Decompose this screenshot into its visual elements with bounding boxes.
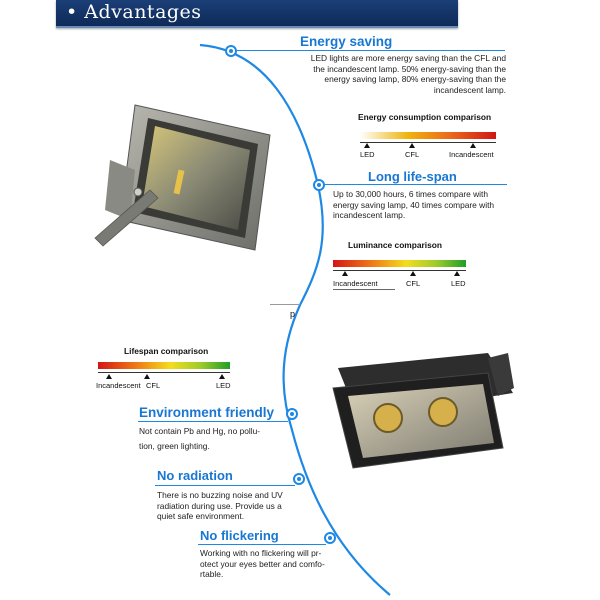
stray-rule bbox=[270, 304, 300, 305]
lifespan-comparison-title: Lifespan comparison bbox=[124, 346, 209, 356]
energy-saving-title: Energy saving bbox=[300, 34, 393, 49]
environment-rule bbox=[138, 421, 288, 422]
lifespan-tick-led bbox=[219, 374, 225, 379]
luminance-comparison-baseline bbox=[333, 270, 466, 271]
led-flood-light-image-grey bbox=[90, 100, 280, 260]
lifespan-label-led: LED bbox=[216, 381, 231, 390]
luminance-underline bbox=[333, 289, 395, 290]
luminance-label-incandescent: Incandescent bbox=[333, 279, 378, 288]
lifespan-comparison-bar bbox=[98, 362, 230, 369]
lifespan-comparison-baseline bbox=[98, 372, 230, 373]
no-radiation-description: There is no buzzing noise and UV radiation during use. Provide us a quiet safe environment. bbox=[157, 490, 283, 521]
no-flickering-rule bbox=[198, 544, 326, 545]
timeline-dot-environment bbox=[286, 408, 298, 420]
energy-tick-cfl bbox=[409, 143, 415, 148]
timeline-dot-no-radiation bbox=[293, 473, 305, 485]
energy-saving-description: LED lights are more energy saving than the CFL and the incandescent lamp. 50% energy-saving than the energy saving lamp, 80% energy-saving than the incandescent lamp. bbox=[310, 53, 506, 95]
no-flickering-title: No flickering bbox=[200, 528, 279, 543]
lifespan-label-incandescent: Incandescent bbox=[96, 381, 141, 390]
luminance-comparison-bar bbox=[333, 260, 466, 267]
luminance-tick-led bbox=[454, 271, 460, 276]
long-life-rule bbox=[325, 184, 507, 185]
no-radiation-rule bbox=[155, 485, 295, 486]
environment-description: Not contain Pb and Hg, no pollu- tion, green lighting. bbox=[139, 426, 261, 451]
energy-comparison-title: Energy consumption comparison bbox=[358, 112, 492, 122]
luminance-tick-cfl bbox=[410, 271, 416, 276]
stray-letter: p bbox=[290, 309, 296, 319]
lifespan-tick-cfl bbox=[144, 374, 150, 379]
energy-tick-led bbox=[364, 143, 370, 148]
timeline-dot-no-flickering bbox=[324, 532, 336, 544]
energy-label-cfl: CFL bbox=[405, 150, 420, 159]
lifespan-tick-incandescent bbox=[106, 374, 112, 379]
timeline-dot-energy-saving bbox=[225, 45, 237, 57]
energy-saving-rule bbox=[237, 50, 505, 51]
no-radiation-title: No radiation bbox=[157, 468, 233, 483]
luminance-label-cfl: CFL bbox=[406, 279, 421, 288]
banner-title: • Advantages bbox=[66, 1, 202, 23]
long-life-description: Up to 30,000 hours, 6 times compare with energy saving lamp, 40 times compare with incandescent lamp. bbox=[333, 189, 495, 220]
luminance-label-led: LED bbox=[451, 279, 466, 288]
led-flood-light-image-dark bbox=[318, 348, 518, 478]
no-flickering-description: Working with no flickering will pr- otect your eyes better and comfo- rtable. bbox=[200, 548, 325, 579]
timeline-dot-long-life bbox=[313, 179, 325, 191]
energy-label-led: LED bbox=[360, 150, 375, 159]
lifespan-label-cfl: CFL bbox=[146, 381, 161, 390]
luminance-comparison-title: Luminance comparison bbox=[348, 240, 443, 250]
energy-tick-incandescent bbox=[470, 143, 476, 148]
environment-title: Environment friendly bbox=[139, 405, 275, 420]
luminance-tick-incandescent bbox=[342, 271, 348, 276]
energy-comparison-bar bbox=[360, 132, 496, 139]
long-life-title: Long life-span bbox=[368, 169, 457, 184]
energy-label-incandescent: Incandescent bbox=[449, 150, 494, 159]
